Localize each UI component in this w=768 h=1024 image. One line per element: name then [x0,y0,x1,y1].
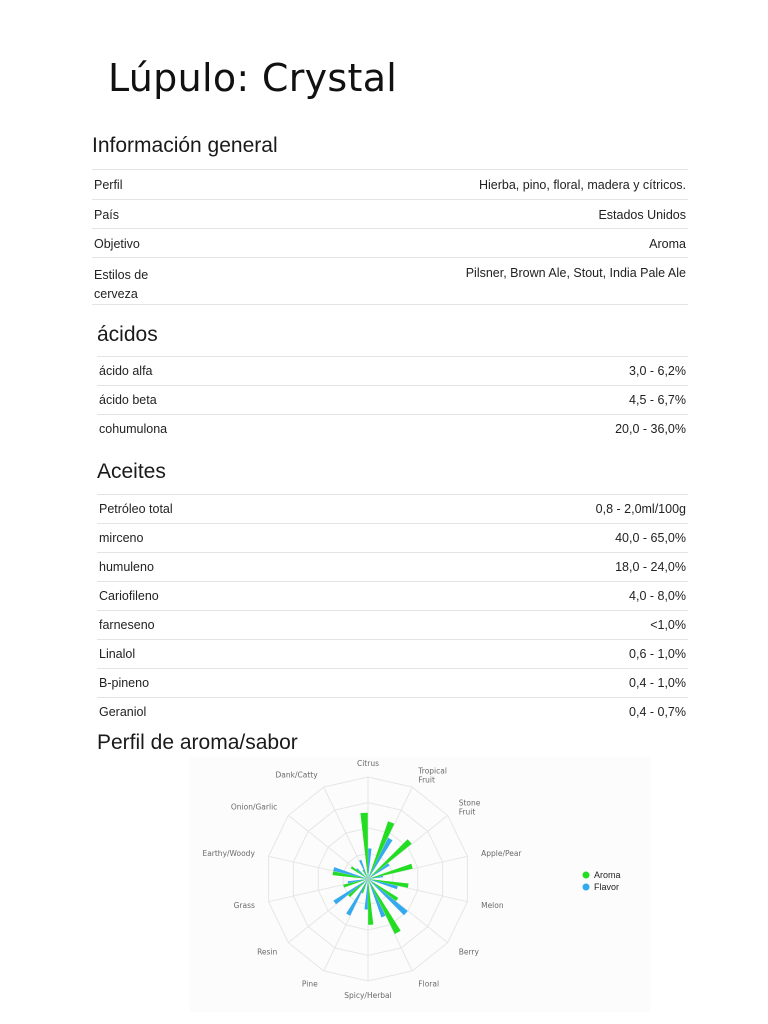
row-key: B-pineno [97,669,364,698]
table-row [97,357,688,386]
row-value: Pilsner, Brown Ale, Stout, India Pale Ale [176,258,688,305]
radar-spoke [324,879,368,971]
section-heading-acids: ácidos [97,323,158,346]
row-key: ácido beta [97,386,387,415]
row-key: ácido alfa [97,357,387,386]
radar-spoke [368,879,412,971]
legend-label-aroma: Aroma [594,870,621,880]
radar-category-label: Spicy/Herbal [344,991,392,1000]
row-value: Aroma [176,229,688,258]
table-row [97,524,688,553]
row-value: 0,4 - 0,7% [364,698,688,727]
section-heading-general: Información general [92,134,278,157]
section-heading-profile: Perfil de aroma/sabor [97,731,298,754]
row-value: 0,4 - 1,0% [364,669,688,698]
row-key: cohumulona [97,415,387,444]
radar-spoke [324,787,368,879]
radar-category-label: Dank/Catty [275,770,318,780]
legend-marker-flavor [583,884,590,891]
table-row [92,229,688,258]
table-row [97,611,688,640]
row-value: Estados Unidos [176,200,688,229]
radar-category-label: Melon [481,900,504,910]
acids-table [97,356,688,443]
table-row [92,258,688,305]
legend-label-flavor: Flavor [594,882,620,892]
radar-chart-svg [190,757,650,1012]
table-row [97,553,688,582]
row-key: Perfil [92,170,176,200]
row-value: 4,5 - 6,7% [387,386,688,415]
row-key: Estilos de cerveza [92,258,176,305]
radar-category-label: Grass [233,900,255,910]
table-row [97,669,688,698]
row-value: <1,0% [364,611,688,640]
radar-category-label: Floral [418,979,440,989]
radar-category-label: Earthy/Woody [202,849,255,859]
radar-category-label: Apple/Pear [481,849,522,859]
row-value: 18,0 - 24,0% [364,553,688,582]
radar-category-label: Berry [458,947,479,957]
row-value: 40,0 - 65,0% [364,524,688,553]
row-key: mirceno [97,524,364,553]
aroma-flavor-radar-chart [190,757,650,1012]
oils-table [97,494,688,726]
section-heading-oils: Aceites [97,460,166,483]
row-key: humuleno [97,553,364,582]
row-value: 0,6 - 1,0% [364,640,688,669]
row-key: Cariofileno [97,582,364,611]
radar-category-label: Citrus [356,759,380,768]
table-row [92,200,688,229]
radar-category-label: Pine [301,979,318,989]
radar-category-label: Tropical Fruit [418,766,447,785]
row-key: Petróleo total [97,495,364,524]
table-row [97,640,688,669]
radar-category-label: Onion/Garlic [230,802,278,812]
row-value: 20,0 - 36,0% [387,415,688,444]
row-key: Geraniol [97,698,364,727]
row-key: Objetivo [92,229,176,258]
legend-marker-aroma [583,872,590,879]
table-row [97,386,688,415]
row-key: farneseno [97,611,364,640]
table-row [92,170,688,200]
row-value: 0,8 - 2,0ml/100g [364,495,688,524]
table-row [97,698,688,727]
row-value: Hierba, pino, floral, madera y cítricos. [176,170,688,200]
row-value: 3,0 - 6,2% [387,357,688,386]
table-row [97,415,688,444]
table-row [97,495,688,524]
radar-spoke [368,787,412,879]
row-key: País [92,200,176,229]
row-value: 4,0 - 8,0% [364,582,688,611]
radar-category-label: Resin [257,947,278,957]
table-row [97,582,688,611]
row-key: Linalol [97,640,364,669]
general-info-table [92,169,688,305]
radar-category-label: Stone Fruit [458,798,481,817]
page-title: Lúpulo: Crystal [108,56,398,100]
